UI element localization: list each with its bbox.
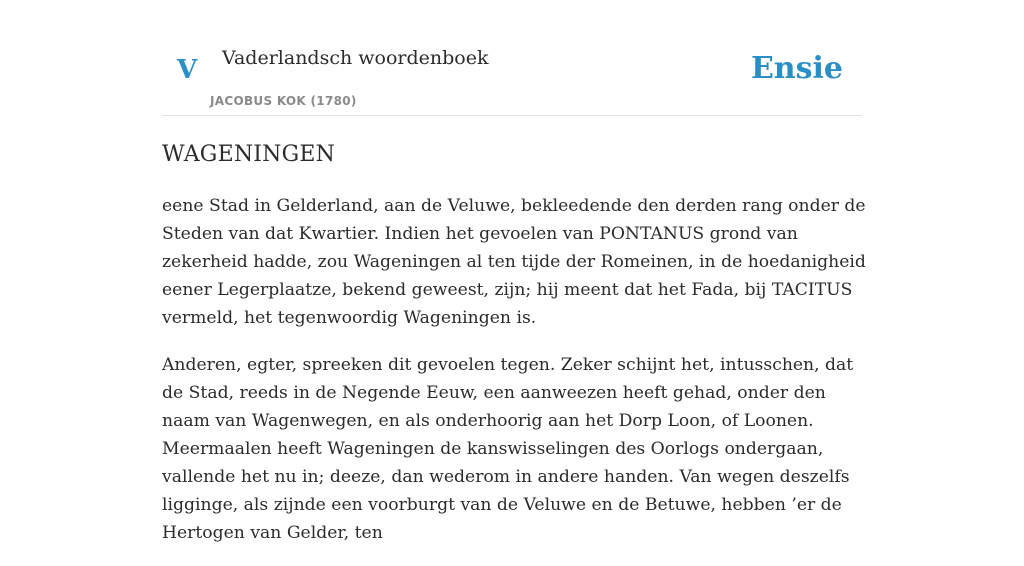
header xyxy=(162,0,862,116)
entry-title: WAGENINGEN xyxy=(162,142,336,167)
book-title[interactable]: Vaderlandsch woordenboek xyxy=(222,47,489,69)
book-letter-badge[interactable]: V xyxy=(177,55,198,85)
entry-paragraph: eene Stad in Gelderland, aan de Veluwe, bekleedende den derden rang onder de Steden van dat Kwartier. Indien het gevoelen van PONTANUS grond van zekerheid hadde, zou Wageningen al ten tijde der Romeinen, in de hoedanigheid eener Legerplaatze, bekend geweest, zijn; hij meent dat het Fada, bij TACITUS vermeld, het tegenwoordig Wageningen is. xyxy=(162,196,866,328)
book-author: JACOBUS KOK (1780) xyxy=(210,94,357,108)
page xyxy=(162,0,866,543)
ensie-logo[interactable]: Ensie xyxy=(750,51,843,86)
entry-paragraph: Anderen, egter, spreeken dit gevoelen tegen. Zeker schijnt het, intusschen, dat de Stad, reeds in de Negende Eeuw, een aanweezen heeft gehad, onder den naam van Wagenwegen, en als onderhoorig aan het Dorp Loon, of Loonen. Meermaalen heeft Wageningen de kanswisselingen des Oorlogs ondergaan, vallende het nu in; deeze, dan wederom in andere handen. Van wegen deszelfs ligginge, als zijnde een voorburgt van de Veluwe en de Betuwe, hebben ’er de Hertogen van Gelder, ten xyxy=(162,355,854,543)
entry-body xyxy=(162,192,868,566)
